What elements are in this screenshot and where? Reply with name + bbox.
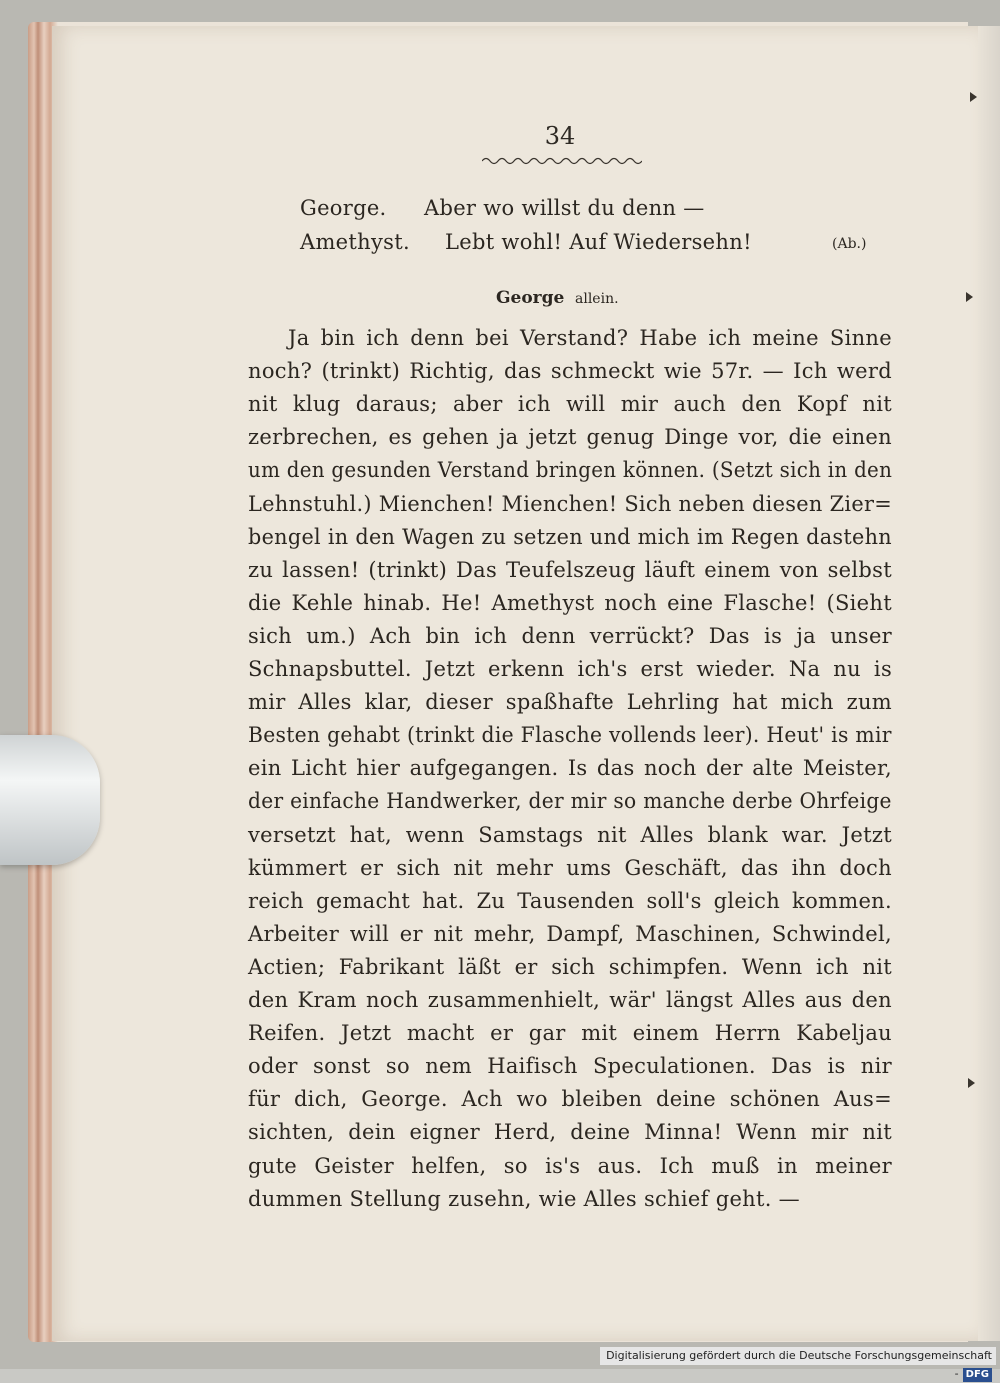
monologue-line: sich um.) Ach bin ich denn verrückt? Das is ja unser: [248, 624, 893, 648]
margin-marker: [970, 92, 977, 102]
page-number: 34: [544, 122, 576, 150]
monologue-line: Arbeiter will er nit mehr, Dampf, Maschinen, Schwindel,: [248, 922, 893, 946]
monologue-line: mir Alles klar, dieser spaßhafte Lehrling hat mich zum: [248, 690, 892, 714]
scene-heading-name: George: [496, 288, 565, 308]
monologue-line: bengel in den Wagen zu setzen und mich im Regen dastehn: [248, 525, 892, 549]
monologue-line: kümmert er sich nit mehr ums Geschäft, das ihn doch: [248, 856, 892, 880]
margin-marker: [966, 292, 973, 302]
monologue-line: dummen Stellung zusehn, wie Alles schief geht. —: [248, 1187, 800, 1211]
monologue-line: Lehnstuhl.) Mienchen! Mienchen! Sich neben diesen Zier=: [248, 492, 893, 516]
monologue-line: um den gesunden Verstand bringen können. (Setzt sich in den: [248, 458, 893, 482]
margin-marker: [968, 1078, 975, 1088]
monologue-line: Actien; Fabrikant läßt er sich schimpfen. Wenn ich nit: [248, 955, 893, 979]
monologue-line: versetzt hat, wenn Samstags nit Alles blank war. Jetzt: [248, 823, 892, 847]
monologue-line: gute Geister helfen, so is's aus. Ich muß in meiner: [248, 1154, 892, 1178]
dialogue-speaker: George.: [300, 196, 387, 220]
monologue-line: oder sonst so nem Haifisch Speculationen. Das is nir: [248, 1054, 892, 1078]
dialogue-speaker: Amethyst.: [300, 230, 410, 254]
monologue-line: die Kehle hinab. He! Amethyst noch eine Flasche! (Sieht: [248, 591, 892, 615]
dialogue-text: Aber wo willst du denn —: [424, 196, 705, 220]
monologue-line: Reifen. Jetzt macht er gar mit einem Herrn Kabeljau: [248, 1021, 892, 1045]
dialogue-text: Lebt wohl! Auf Wiedersehn!: [445, 230, 752, 254]
footer-credit: Digitalisierung gefördert durch die Deutsche Forschungsgemeinschaft -: [606, 1349, 992, 1380]
scene-heading-note: allein.: [575, 291, 619, 307]
monologue-line: sichten, dein eigner Herd, deine Minna! Wenn mir nit: [248, 1120, 892, 1144]
monologue-line: reich gemacht hat. Zu Tausenden soll's gleich kommen.: [248, 889, 892, 913]
monologue-line: der einfache Handwerker, der mir so manche derbe Ohrfeige: [248, 789, 892, 813]
monologue-line: für dich, George. Ach wo bleiben deine schönen Aus=: [248, 1087, 892, 1111]
monologue-line: nit klug daraus; aber ich will mir auch den Kopf nit: [248, 392, 892, 416]
monologue-line: noch? (trinkt) Richtig, das schmeckt wie 57r. — Ich werd: [248, 359, 892, 383]
dfg-logo: DFG: [963, 1368, 992, 1382]
monologue-line: zu lassen! (trinkt) Das Teufelszeug läuft einem von selbst: [248, 558, 892, 582]
monologue-line: ein Licht hier aufgegangen. Is das noch der alte Meister,: [248, 756, 893, 780]
digitization-footer: [600, 1347, 996, 1380]
stage-direction: (Ab.): [832, 236, 867, 252]
wavy-rule-ornament: [482, 156, 642, 166]
monologue-line: den Kram noch zusammenhielt, wär' längst Alles aus den: [248, 988, 892, 1012]
page-right-edge: [978, 26, 1000, 1341]
monologue-line: Besten gehabt (trinkt die Flasche vollends leer). Heut' is mir: [248, 723, 892, 747]
monologue-line: Ja bin ich denn bei Verstand? Habe ich meine Sinne: [288, 326, 892, 350]
monologue-line: zerbrechen, es gehen ja jetzt genug Dinge vor, die einen: [248, 425, 892, 449]
monologue-line: Schnapsbuttel. Jetzt erkenn ich's erst wieder. Na nu is: [248, 657, 893, 681]
scanner-clip: [0, 735, 100, 865]
